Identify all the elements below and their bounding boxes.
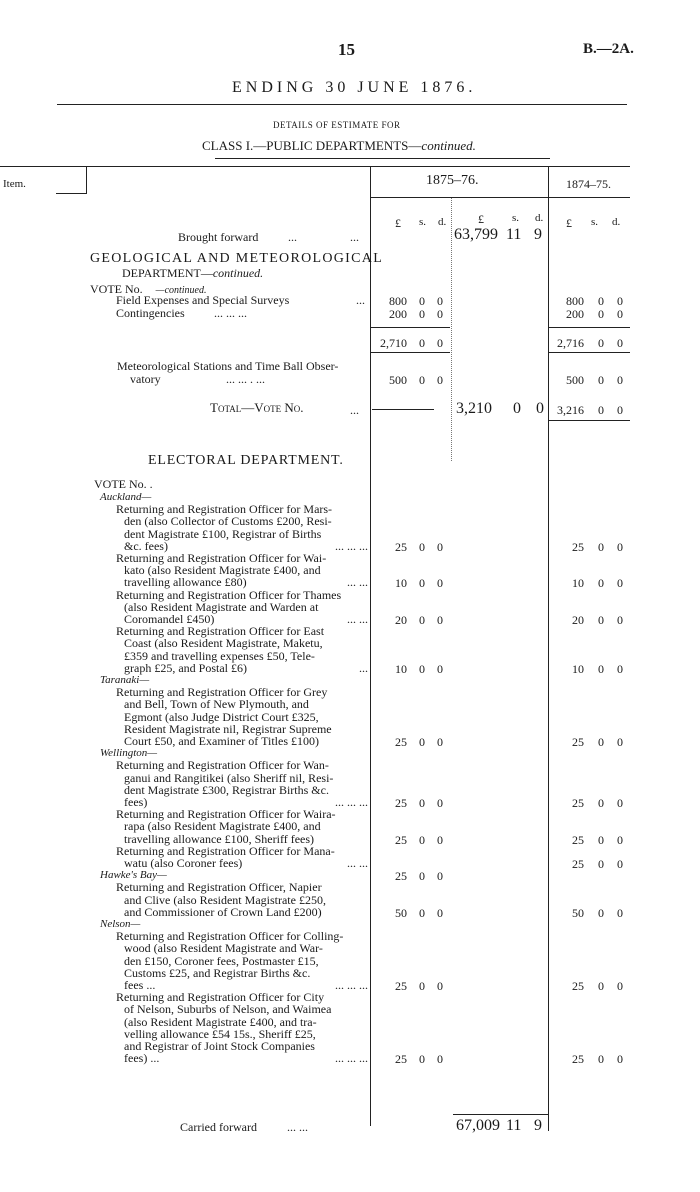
page-number: 15 [338, 40, 355, 59]
entry-text: ganui and Rangitikei (also Sheriff nil, Resi- [124, 771, 334, 785]
amount-column-rule-1 [370, 166, 371, 1126]
geo-row-text: Contingencies [116, 306, 185, 320]
carried-forward-label: Carried forward [180, 1120, 257, 1134]
currency-shillings-header-1: s. [419, 216, 427, 228]
district-heading: Taranaki— [100, 674, 150, 686]
district-heading: Hawke's Bay— [100, 869, 167, 881]
geo-row-pence: 0 [437, 294, 443, 308]
entry-text-final: fees) [124, 795, 148, 809]
entry-prev-pence: 0 [617, 576, 623, 590]
carried-forward-rule [453, 1114, 548, 1115]
entry-pence: 0 [437, 869, 443, 883]
entry-shillings: 0 [419, 796, 425, 810]
entry-text-final: travelling allowance £100, Sheriff fees) [124, 832, 315, 846]
entry-shillings: 0 [419, 540, 425, 554]
district-heading: Nelson— [100, 918, 141, 930]
geo-row-pounds: 200 [389, 307, 407, 321]
entry-text: and Registrar of Joint Stock Companies [124, 1039, 315, 1053]
entry-dots: ... ... [347, 575, 368, 589]
running-title: ENDING 30 JUNE 1876. [232, 79, 477, 96]
district-heading: Auckland— [100, 491, 152, 503]
entry-pence: 0 [437, 540, 443, 554]
entry-pounds: 10 [395, 662, 407, 676]
entry-prev-shillings: 0 [598, 613, 604, 627]
entry-prev-pence: 0 [617, 662, 623, 676]
table-top-rule [0, 166, 630, 167]
entry-text: (also Resident Magistrate and Warden at [124, 600, 319, 614]
document-reference: B.—2A. [583, 41, 634, 57]
geo-subtotal-pence: 0 [437, 336, 443, 350]
entry-dots: ... ... ... [335, 978, 368, 992]
geo-row-shillings: 0 [419, 307, 425, 321]
entry-text: rapa (also Resident Magistrate £400, and [124, 819, 321, 833]
item-column-underline [56, 193, 86, 194]
entry-text: and Clive (also Resident Magistrate £250, [124, 893, 326, 907]
currency-shillings-header-3: s. [591, 216, 599, 228]
entry-prev-pence: 0 [617, 833, 623, 847]
currency-pence-header-1: d. [438, 216, 447, 228]
entry-text: Resident Magistrate nil, Registrar Supreme [124, 722, 332, 736]
geo-subtotal-prev-pence: 0 [617, 336, 623, 350]
column-header-1874-75: 1874–75. [566, 177, 611, 191]
geo-dept-title-text: DEPARTMENT— [122, 266, 213, 280]
entry-text: Returning and Registration Officer for Wai- [116, 551, 327, 565]
geo-row-text: Field Expenses and Special Surveys [116, 293, 290, 307]
meteorological-line-2: vatory [130, 372, 161, 386]
entry-text: den £150, Coroner fees, Postmaster £15, [124, 954, 319, 968]
entry-pounds: 50 [395, 906, 407, 920]
details-label: DETAILS OF ESTIMATE FOR [273, 120, 401, 130]
carried-forward-amount: 67,009 [456, 1117, 500, 1134]
entry-shillings: 0 [419, 833, 425, 847]
entry-prev-shillings: 0 [598, 540, 604, 554]
entry-dots: ... ... ... [335, 539, 368, 553]
entry-prev-pence: 0 [617, 857, 623, 871]
entry-pounds: 25 [395, 796, 407, 810]
meteorological-prev-pence: 0 [617, 373, 623, 387]
entry-text-final: Coromandel £450) [124, 612, 215, 626]
geo-subtotal-prev-shillings: 0 [598, 336, 604, 350]
entry-pounds: 25 [395, 869, 407, 883]
entry-text-final: fees ... [124, 978, 156, 992]
entry-text: Returning and Registration Officer for Thames [116, 588, 342, 602]
geo-total-rule [548, 420, 630, 421]
brought-forward-label: Brought forward [178, 230, 259, 244]
brought-forward-pence: 9 [534, 226, 542, 243]
geo-row-prev-pence: 0 [617, 307, 623, 321]
geo-row-prev-pence: 0 [617, 294, 623, 308]
entry-text-final: Court £50, and Examiner of Titles £100) [124, 734, 319, 748]
entry-prev-pence: 0 [617, 796, 623, 810]
entry-prev-shillings: 0 [598, 576, 604, 590]
geo-row-shillings: 0 [419, 294, 425, 308]
entry-prev-pounds: 10 [572, 576, 584, 590]
geo-total-dash [372, 409, 434, 410]
entry-text: Returning and Registration Officer, Napier [116, 880, 322, 894]
geo-row-prev-shillings: 0 [598, 307, 604, 321]
geo-row-prev-shillings: 0 [598, 294, 604, 308]
entry-text-final: fees) ... [124, 1051, 160, 1065]
currency-pence-header-3: d. [612, 216, 621, 228]
entry-pounds: 25 [395, 833, 407, 847]
geo-subtotal-rule-prev [548, 327, 630, 328]
carried-forward-dots: ... ... [287, 1120, 308, 1134]
entry-pence: 0 [437, 833, 443, 847]
meteorological-line-1: Meteorological Stations and Time Ball Obser- [117, 359, 339, 373]
entry-shillings: 0 [419, 1052, 425, 1066]
entry-dots: ... ... [347, 612, 368, 626]
geo-subtotal-shillings: 0 [419, 336, 425, 350]
entry-pence: 0 [437, 576, 443, 590]
entry-prev-pounds: 25 [572, 979, 584, 993]
class-heading [202, 138, 476, 154]
meteorological-dots: ... ... . ... [226, 372, 265, 386]
entry-text: Egmont (also Judge District Court £325, [124, 710, 319, 724]
meteorological-prev-pounds: 500 [566, 373, 584, 387]
entry-shillings: 0 [419, 869, 425, 883]
district-heading: Wellington— [100, 747, 158, 759]
class-heading-text: CLASS I.—PUBLIC DEPARTMENTS— [202, 138, 422, 153]
geo-subtotal-rule [370, 327, 450, 328]
entry-prev-shillings: 0 [598, 833, 604, 847]
entry-shillings: 0 [419, 613, 425, 627]
geo-dept-title-line-1: GEOLOGICAL AND METEOROLOGICAL [90, 251, 384, 266]
entry-prev-shillings: 0 [598, 857, 604, 871]
entry-prev-shillings: 0 [598, 735, 604, 749]
currency-pounds-header-3: £ [566, 216, 572, 230]
entry-text: den (also Collector of Customs £200, Resi- [124, 514, 332, 528]
brought-forward-dots: ... [288, 230, 297, 244]
entry-prev-pounds: 25 [572, 796, 584, 810]
geo-total-shillings: 0 [513, 400, 521, 417]
entry-dots: ... ... ... [335, 795, 368, 809]
carried-forward-shillings: 11 [506, 1117, 522, 1134]
geo-total-dots: ... [350, 403, 359, 417]
meteorological-pence: 0 [437, 373, 443, 387]
geo-vote-label: VOTE No. [90, 282, 143, 296]
brought-forward-dots-end: ... [350, 230, 359, 244]
entry-prev-shillings: 0 [598, 906, 604, 920]
entry-prev-shillings: 0 [598, 1052, 604, 1066]
entry-text: velling allowance £54 15s., Sheriff £25, [124, 1027, 316, 1041]
geo-dept-title-line-2 [122, 266, 263, 281]
entry-text: Returning and Registration Officer for East [116, 624, 325, 638]
class-heading-continued: continued. [421, 138, 476, 153]
meteorological-prev-shillings: 0 [598, 373, 604, 387]
entry-text: of Nelson, Suburbs of Nelson, and Waimea [124, 1002, 332, 1016]
entry-text: Returning and Registration Officer for Waira- [116, 807, 336, 821]
geo-row-pence: 0 [437, 307, 443, 321]
entry-text: Coast (also Resident Magistrate, Maketu, [124, 636, 323, 650]
entry-pence: 0 [437, 796, 443, 810]
entry-shillings: 0 [419, 979, 425, 993]
entry-pounds: 25 [395, 540, 407, 554]
entry-pence: 0 [437, 662, 443, 676]
geo-subtotal-pounds: 2,710 [380, 336, 407, 350]
class-rule [215, 158, 550, 159]
column-header-1875-76: 1875–76. [426, 173, 479, 188]
entry-prev-pence: 0 [617, 1052, 623, 1066]
entry-text: Returning and Registration Officer for Wan- [116, 758, 329, 772]
entry-text-final: graph £25, and Postal £6) [124, 661, 247, 675]
entry-text-final: watu (also Coroner fees) [124, 856, 243, 870]
entry-text-final: and Commissioner of Crown Land £200) [124, 905, 322, 919]
entry-prev-pounds: 10 [572, 662, 584, 676]
currency-pence-header-2: d. [535, 212, 544, 224]
amount-column-rule-3 [451, 198, 452, 461]
column-header-item: Item. [3, 178, 26, 190]
entry-pounds: 25 [395, 735, 407, 749]
entry-dots: ... [359, 661, 368, 675]
entry-prev-pounds: 25 [572, 833, 584, 847]
entry-prev-pence: 0 [617, 906, 623, 920]
entry-prev-shillings: 0 [598, 796, 604, 810]
entry-prev-pence: 0 [617, 540, 623, 554]
entry-text: £359 and travelling expenses £50, Tele- [124, 649, 315, 663]
geo-total-prev-shillings: 0 [598, 403, 604, 417]
meteorological-pounds: 500 [389, 373, 407, 387]
geo-subtotal-prev-underline [548, 352, 630, 353]
entry-text: and Bell, Town of New Plymouth, and [124, 697, 309, 711]
entry-text: Returning and Registration Officer for City [116, 990, 325, 1004]
currency-pounds-header-1: £ [395, 216, 401, 230]
geo-row-dots: ... ... ... [214, 306, 247, 320]
entry-text: kato (also Resident Magistrate £400, and [124, 563, 321, 577]
entry-text: Customs £25, and Registrar Births &c. [124, 966, 311, 980]
entry-pence: 0 [437, 735, 443, 749]
entry-prev-pounds: 20 [572, 613, 584, 627]
electoral-vote-label: VOTE No. . [94, 477, 153, 491]
entry-text: (also Resident Magistrate £400, and tra- [124, 1015, 317, 1029]
currency-shillings-header-2: s. [512, 212, 520, 224]
currency-pounds-header-2: £ [478, 212, 484, 226]
entry-dots: ... ... ... [335, 1051, 368, 1065]
brought-forward-amount: 63,799 [454, 226, 498, 243]
entry-prev-pounds: 25 [572, 735, 584, 749]
geo-row-dots: ... [356, 293, 365, 307]
geo-total-pounds: 3,210 [456, 400, 492, 417]
entry-prev-pence: 0 [617, 735, 623, 749]
geo-subtotal-prev-pounds: 2,716 [557, 336, 584, 350]
carried-forward-pence: 9 [534, 1117, 542, 1134]
entry-prev-pounds: 25 [572, 857, 584, 871]
entry-prev-pence: 0 [617, 613, 623, 627]
entry-text-final: &c. fees) [124, 539, 168, 553]
entry-text: Returning and Registration Officer for Colling- [116, 929, 344, 943]
geo-total-label: Total—Vote No. [210, 400, 304, 415]
entry-text: Returning and Registration Officer for Mana- [116, 844, 335, 858]
entry-text: Returning and Registration Officer for Mars- [116, 502, 333, 516]
header-rule [57, 104, 627, 105]
geo-total-prev-pence: 0 [617, 403, 623, 417]
geo-row-prev-pounds: 800 [566, 294, 584, 308]
entry-shillings: 0 [419, 735, 425, 749]
entry-pounds: 25 [395, 979, 407, 993]
amount-column-rule-2 [548, 166, 549, 1131]
entry-pence: 0 [437, 1052, 443, 1066]
entry-prev-pounds: 25 [572, 1052, 584, 1066]
entry-pounds: 25 [395, 1052, 407, 1066]
geo-total-pence: 0 [536, 400, 544, 417]
geo-row-prev-pounds: 200 [566, 307, 584, 321]
geo-dept-title-continued: continued. [212, 266, 264, 280]
entry-pence: 0 [437, 979, 443, 993]
entry-text: wood (also Resident Magistrate and War- [124, 941, 323, 955]
entry-prev-pounds: 50 [572, 906, 584, 920]
entry-shillings: 0 [419, 906, 425, 920]
item-column-rule [86, 166, 87, 194]
geo-total-prev-pounds: 3,216 [557, 403, 584, 417]
entry-prev-pounds: 25 [572, 540, 584, 554]
entry-prev-shillings: 0 [598, 979, 604, 993]
entry-shillings: 0 [419, 576, 425, 590]
entry-pounds: 10 [395, 576, 407, 590]
meteorological-shillings: 0 [419, 373, 425, 387]
entry-pence: 0 [437, 613, 443, 627]
entry-text: dent Magistrate £300, Registrar Births &c. [124, 783, 329, 797]
entry-text: dent Magistrate £100, Registrar of Births [124, 527, 322, 541]
entry-pounds: 20 [395, 613, 407, 627]
table-head-rule [370, 197, 630, 198]
entry-pence: 0 [437, 906, 443, 920]
entry-dots: ... ... [347, 856, 368, 870]
entry-text-final: travelling allowance £80) [124, 575, 247, 589]
entry-prev-shillings: 0 [598, 662, 604, 676]
geo-subtotal-underline [370, 352, 450, 353]
entry-prev-pence: 0 [617, 979, 623, 993]
geo-vote-continued: —continued. [155, 285, 207, 296]
entry-shillings: 0 [419, 662, 425, 676]
brought-forward-shillings: 11 [506, 226, 522, 243]
entry-text: Returning and Registration Officer for Grey [116, 685, 328, 699]
electoral-dept-title: ELECTORAL DEPARTMENT. [148, 453, 344, 468]
geo-row-pounds: 800 [389, 294, 407, 308]
